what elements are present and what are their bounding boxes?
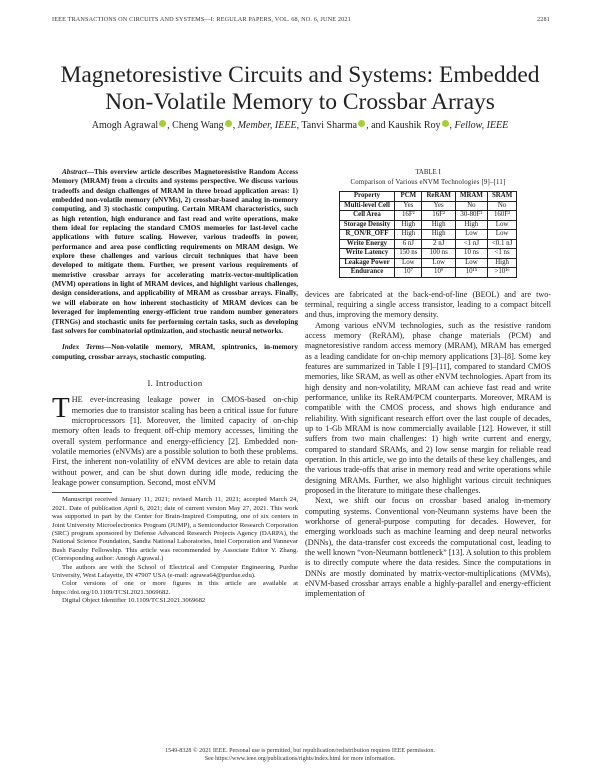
footnote-affiliation: The authors are with the School of Electrical and Computer Engineering, Purdue University, West Lafayette, IN 47907 USA (e-mail: agrawa64@purdue.edu). bbox=[52, 563, 298, 579]
title-line-1: Magnetoresistive Circuits and Systems: Embedded bbox=[60, 62, 540, 88]
table-cell: Low bbox=[455, 230, 487, 240]
table-caption bbox=[305, 168, 551, 187]
orcid-icon[interactable] bbox=[442, 120, 449, 127]
paper-title bbox=[0, 62, 600, 116]
author-4: Kaushik Roy bbox=[388, 120, 441, 131]
table-row bbox=[339, 268, 517, 278]
table-cell: Low bbox=[422, 258, 456, 268]
orcid-icon[interactable] bbox=[159, 120, 166, 127]
abstract bbox=[52, 168, 298, 336]
table-cell: 10¹⁵ bbox=[455, 268, 487, 278]
footnote-color[interactable]: Color versions of one or more figures in this article are available at https://doi.org/10.1109/TCSI.2021.3069682. bbox=[52, 580, 298, 596]
index-terms-label: Index Terms— bbox=[62, 343, 112, 352]
table-row bbox=[339, 201, 517, 211]
table-cell: 10⁷ bbox=[395, 268, 422, 278]
table-row-label: Write Latency bbox=[339, 249, 395, 259]
table-cell: No bbox=[455, 201, 487, 211]
table-cell: 30-80F² bbox=[455, 211, 487, 221]
table-cell: 100 ns bbox=[422, 249, 456, 259]
right-paragraph: Among various eNVM technologies, such as the resistive random access memory (ReRAM), phase change materials (PCM) and magnetoresistive random access memory (MRAM), MRAM has emerged as a leading candidate for on-chip memory applications [3]–[8]. Some key features are summarized in Table I [9]–[11], compared to standard CMOS memories, like SRAM, as well as other eNVM technologies. Apart from its high density and non-volatility, MRAM can achieve fast read and write performance, unlike its ReRAM/PCM counterparts. Moreover, MRAM is compatible with the CMOS process, and shows high endurance and reliability. With significant research effort over the last couple of decades, up to 1-Gb MRAM is now commercially available [12]. However, it still suffers from two main challenges: 1) high write current and energy, compared to standard SRAMs, and 2) low sense margin for reliable read operation. In this article, we go into the details of these key challenges, and the various trade-offs that arise in memory read and write operations while designing MRAMs. Further, we also highlight various circuit techniques proposed in the literature to mitigate these challenges. bbox=[305, 320, 551, 496]
table-row-label: Endurance bbox=[339, 268, 395, 278]
index-terms-text: Non-volatile memory, MRAM, spintronics, in-memory computing, crossbar arrays, stochastic computing. bbox=[52, 343, 298, 361]
table-header: PCM bbox=[395, 192, 422, 202]
table-row bbox=[339, 258, 517, 268]
abstract-label: Abstract— bbox=[62, 168, 94, 176]
table-cell: Low bbox=[455, 258, 487, 268]
table-cell: <1 nJ bbox=[455, 239, 487, 249]
journal-header: IEEE TRANSACTIONS ON CIRCUITS AND SYSTEMS—I: REGULAR PAPERS, VOL. 68, NO. 6, JUNE 2021 bbox=[52, 16, 351, 23]
table-cell: <1 ns bbox=[487, 249, 516, 259]
table-cell: High bbox=[395, 220, 422, 230]
author-2-role: Member, IEEE bbox=[237, 120, 297, 131]
intro-text: HE ever-increasing leakage power in CMOS-based on-chip memories due to transistor scaling has been a critical issue for future microprocessors [1]. Moreover, the limited capacity of on-chip memory often leads to frequent off-chip memory accesses, limiting the overall system performance and energy-efficiency [2]. Embedded non-volatile memories (eNVMs) are a possible solution to both these problems. First, the inherent non-volatility of eNVM devices are able to retain data without power, and can be shut down during idle mode, reducing the leakage power consumption. Second, most eNVM bbox=[52, 395, 298, 487]
table-row bbox=[339, 239, 517, 249]
table-cell: 10 ns bbox=[455, 249, 487, 259]
table-cell: 6 nJ bbox=[395, 239, 422, 249]
footnotes bbox=[52, 496, 298, 605]
table-header: Property bbox=[339, 192, 395, 202]
intro-paragraph bbox=[52, 392, 298, 488]
table-number: TABLE I bbox=[415, 169, 441, 176]
table-cell: >10¹⁶ bbox=[487, 268, 516, 278]
author-3: Tanvi Sharma bbox=[301, 120, 358, 131]
table-cell: 150 ns bbox=[395, 249, 422, 259]
table-cell: No bbox=[487, 201, 516, 211]
drop-cap: T bbox=[52, 392, 70, 425]
table-cell: Low bbox=[487, 230, 516, 240]
table-row-label: R_ON/R_OFF bbox=[339, 230, 395, 240]
page-number: 2281 bbox=[537, 16, 550, 23]
table-row-label: Multi-level Cell bbox=[339, 201, 395, 211]
table-row bbox=[339, 220, 517, 230]
table-cell: Low bbox=[395, 258, 422, 268]
table-header-row bbox=[339, 192, 517, 202]
copyright-footer bbox=[0, 747, 600, 763]
footnote-manuscript: Manuscript received January 11, 2021; revised March 11, 2021; accepted March 24, 2021. Date of publication April 6, 2021; date of current version May 27, 2021. This work was supported in part by the Center for Brain-Inspired Computing, one of six centers in Joint University Microelectronics Program (JUMP), a Semiconductor Research Corporation (SRC) program sponsored by Defense Advanced Research Projects Agency (DARPA), the National Science Foundation, Sandia National Laboratories, Intel Corporation and Vannevar Bush Faculty Fellowship. This article was recommended by Associate Editor Y. Zhang. (Corresponding author: Amogh Agrawal.) bbox=[52, 496, 298, 563]
table-row bbox=[339, 249, 517, 259]
table-cell: Low bbox=[487, 220, 516, 230]
table-header: MRAM bbox=[455, 192, 487, 202]
table-body bbox=[339, 201, 517, 277]
section-heading: I. Introduction bbox=[147, 377, 203, 388]
table-cell: Yes bbox=[395, 201, 422, 211]
table-title: Comparison of Various eNVM Technologies [9]–[11] bbox=[350, 178, 506, 186]
table-cell: 2 nJ bbox=[422, 239, 456, 249]
table-cell: High bbox=[455, 220, 487, 230]
table-row-label: Cell Area bbox=[339, 211, 395, 221]
author-2: Cheng Wang bbox=[172, 120, 224, 131]
footnote-doi: Digital Object Identifier 10.1109/TCSI.2021.3069682 bbox=[62, 597, 206, 605]
table-row-label: Write Energy bbox=[339, 239, 395, 249]
table-cell: 16F² bbox=[395, 211, 422, 221]
title-line-2: Non-Volatile Memory to Crossbar Arrays bbox=[105, 89, 495, 115]
footer-line-1: 1549-8328 © 2021 IEEE. Personal use is permitted, but republication/redistribution requires IEEE permission. bbox=[165, 748, 435, 754]
abstract-text: This overview article describes Magnetoresistive Random Access Memory (MRAM) from a circuits and systems perspective. We discuss various tradeoffs and design challenges of MRAM in three broad application areas: 1) embedded non-volatile memory (eNVMs), 2) crossbar-based analog in-memory computing, and 3) stochastic computing. Certain MRAM characteristics, such as high retention, high endurance and fast read and write operations, make them ideal for replacing the standard CMOS memories for last-level cache applications with future scaling. However, various tradeoffs in power, performance and area pose conflicting requirements on MRAM design. We explore these challenges and various circuit techniques that have been developed to mitigate them. Further, we present various requirements of memristive crossbar arrays for accelerating matrix-vector-multiplication (MVM) operations in light of MRAM devices, and highlight various challenges, design considerations, and applicability of MRAM as crossbar arrays. Finally, we will elaborate on how inherent stochasticity of MRAM devices can be leveraged for implementing energy-efficient true random number generators (TRNGs) and stochastic units for performing certain tasks, such as developing fast solvers for combinatorial optimization, and stochastic neural networks. bbox=[52, 168, 298, 335]
footnote-rule bbox=[52, 492, 112, 493]
orcid-icon[interactable] bbox=[358, 120, 365, 127]
right-paragraph: devices are fabricated at the back-end-of-line (BEOL) and are two-terminal, requiring a single access transistor, leading to a compact bitcell and thus, improving the memory density. bbox=[305, 289, 551, 320]
table-cell: High bbox=[395, 230, 422, 240]
table-cell: <0.1 nJ bbox=[487, 239, 516, 249]
table-cell: High bbox=[422, 230, 456, 240]
running-header bbox=[52, 16, 550, 23]
right-paragraph: Next, we shift our focus on crossbar based analog in-memory computing systems. Conventional von-Neumann systems have been the workhorse of general-purpose computing for decades. However, for emerging workloads such as machine learning and deep neural networks (DNNs), the data-transfer cost exceeds the computational cost, leading to the well known “von-Neumann bottleneck” [13]. A solution to this problem is to directly compute where the data resides. Since the computations in DNNs are mostly dominated by matrix-vector-multiplications (MVMs), eNVM-based crossbar arrays enable a highly-parallel and energy-efficient implementation of bbox=[305, 496, 551, 599]
table-header: SRAM bbox=[487, 192, 516, 202]
table-header: ReRAM bbox=[422, 192, 456, 202]
table-cell: High bbox=[422, 220, 456, 230]
table-row bbox=[339, 211, 517, 221]
orcid-icon[interactable] bbox=[225, 120, 232, 127]
table-row-label: Storage Density bbox=[339, 220, 395, 230]
table-row bbox=[339, 230, 517, 240]
right-column bbox=[305, 168, 551, 600]
table-row-label: Leakage Power bbox=[339, 258, 395, 268]
table-cell: 16F² bbox=[422, 211, 456, 221]
author-1: Amogh Agrawal bbox=[91, 120, 159, 131]
table-cell: 10⁹ bbox=[422, 268, 456, 278]
index-terms bbox=[52, 343, 298, 362]
footer-line-2[interactable]: See https://www.ieee.org/publications/rights/index.html for more information. bbox=[204, 756, 396, 762]
left-column bbox=[52, 168, 298, 606]
table-cell: High bbox=[487, 258, 516, 268]
author-4-role: Fellow, IEEE bbox=[454, 120, 509, 131]
comparison-table bbox=[339, 191, 518, 278]
table-cell: Yes bbox=[422, 201, 456, 211]
author-list: Amogh Agrawal , Cheng Wang , Member, IEEE, Tanvi Sharma , and Kaushik Roy , Fellow, IEEE bbox=[91, 120, 509, 131]
table-cell: 160F² bbox=[487, 211, 516, 221]
